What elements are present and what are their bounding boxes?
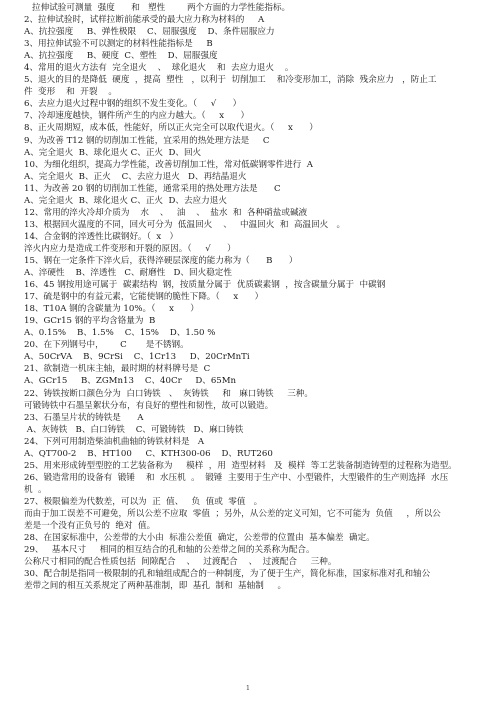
text-line: A、淬硬性 B、淬透性 C、耐磨性 D、回火稳定性 — [24, 268, 232, 279]
text-line: 差带之间的相互关系规定了两种基准制，即 基孔 制和 基轴制 。 — [24, 581, 287, 592]
text-line: 8、正火周期短，成本低，性能好，所以正火完全可以取代退火。（ x ） — [24, 123, 318, 134]
text-line: A、完全退火 B、正火 C、去应力退火 D、再结晶退火 — [24, 171, 247, 182]
text-line: 7、冷却速度越快，钢件所产生的内应力越大。（ x ） — [24, 111, 250, 122]
text-line: 13、根据回火温度的不同，回火可分为 低温回火 、 中温回火 和 高温回火 。 — [24, 219, 346, 230]
text-line: 18、T10A 钢的含碳量为 10%。（ x ） — [24, 304, 199, 315]
text-line: A、抗拉强度 B、硬度 C、塑性 D、屈服强度 — [24, 51, 218, 62]
text-line: A、0.15% B、1.5% C、15% D、1.50 % — [24, 328, 216, 339]
text-line: A、完全退火 B、球化退火 C、正火 D、去应力退火 — [24, 195, 227, 206]
text-line: 25、用来形成铸型型腔的工艺装备称为 模样 ，用 造型材料 及 模样 等工艺装备制造铸型的过程称为造型。 — [24, 460, 457, 471]
text-line: 12、常用的淬火冷却介质为 水 、 油 、 盐水 和 各种硝盐或碱液 — [24, 207, 308, 218]
text-line: 差是一个没有正负号的 绝对 值。 — [24, 521, 156, 532]
text-line: A、抗拉强度 B、弹性极限 C、屈服强度 D、条件屈服应力 — [24, 27, 275, 38]
text-line: A、QT700-2 B、HT100 C、KTH300-06 D、RUT260 — [24, 448, 273, 459]
text-line: 14、合金钢的淬透性比碳钢好。（ x ） — [24, 231, 179, 242]
text-line: 29、 基本尺寸 相同的相互结合的孔和轴的公差带之间的关系称为配合。 — [24, 545, 315, 556]
text-line: 21、欲制造一机床主轴，最时期的材料牌号是 C — [24, 364, 211, 375]
text-line: 11、为改善 20 钢的切削加工性能，通常采用的热处理方法是 C — [24, 183, 281, 194]
text-line: 可锻铸铁中石墨呈絮状分布，有良好的塑性和韧性，故可以锻造。 — [24, 400, 274, 411]
text-line: 5、退火的目的是降低 硬度 ，提高 塑性 ，以利于 切削加工 和冷变形加工，消除 残余应力 ，防止工 — [24, 75, 437, 86]
text-line: 9、为改善 T12 钢的切削加工性能，宜采用的热处理方法是 C — [24, 135, 270, 146]
text-line: A、50CrVA B、9CrSi C、1Cr13 D、20CrMnTi — [24, 352, 250, 363]
text-line: 26、锻造常用的设备有 锻锤 和 水压机 。 锻锤 主要用于生产中、小型锻件，大型锻件的生产则选择 水压 — [24, 472, 449, 483]
text-line: 公称尺寸相同的配合性质包括 间隙配合 、 过渡配合 、 过渡配合 三种。 — [24, 557, 337, 568]
text-line: 4、常用的退火方法有 完全退火 、 球化退火 和 去应力退火 。 — [24, 63, 294, 74]
text-line: A、GCr15 B、ZGMn13 C、40Cr D、65Mn — [24, 376, 237, 387]
text-line: A、完全退火 B、球化退火 C、正火 D、回火 — [24, 147, 202, 158]
text-line: 19、GCr15 钢的平均含铬量为 B — [24, 316, 156, 327]
text-line: 机 。 — [24, 484, 47, 495]
text-line: 20、在下列钢号中， C 是不锈钢。 — [24, 340, 189, 351]
page-number: 1 — [245, 684, 251, 692]
text-line: 23、石墨呈片状的铸铁是 A — [24, 412, 144, 423]
text-line: 16、45 钢按用途可属于 碳素结构 钢，按质量分属于 优质碳素钢 ，按含碳量分属于 中碳钢 — [24, 280, 386, 291]
text-line: A、灰铸铁 B、白口铸铁 C、可锻铸铁 D、麻口铸铁 — [24, 424, 244, 435]
text-line: 拉伸试验可测量 强度 和 塑性 两个方面的力学性能指标。 — [32, 3, 291, 13]
text-line: 件 变形 和 开裂 。 — [24, 87, 117, 98]
text-line: 28、在国家标准中，公差带的大小由 标准公差值 确定，公差带的位置由 基本偏差 确定。 — [24, 533, 375, 544]
text-line: 30、配合制是指同一极限制的孔和轴组成配合的一种制度，为了便于生产，简化标准，国家标准对孔和轴公 — [24, 569, 431, 580]
text-line: 6、去应力退火过程中钢的组织不发生变化。（ √ ） — [24, 99, 242, 110]
text-line: 17、硫是钢中的有益元素，它能使钢的脆性下降。（ x ） — [24, 292, 264, 303]
text-line: 22、铸铁按断口颜色分为 白口铸铁 、 灰铸铁 和 麻口铸铁 三种。 — [24, 388, 314, 399]
text-line: 而由于加工误差不可避免，所以公差不应取 零值 ；另外，从公差的定义可知，它不可能为 负值 ，所以公 — [24, 508, 441, 519]
text-line: 3、用拉伸试验不可以测定的材料性能指标是 B — [24, 39, 213, 50]
text-line: 10、为细化组织，提高力学性能，改善切削加工性，常对低碳钢零件进行 A — [24, 159, 314, 170]
text-line: 27、极限偏差为代数差，可以为 正 值、 负 值或 零值 。 — [24, 496, 263, 507]
text-line: 2、拉伸试验时，试样拉断前能承受的最大应力称为材料的 A — [24, 15, 265, 26]
text-line: 24、下列可用制造柴油机曲轴的铸铁材料是 A — [24, 436, 205, 447]
text-line: 淬火内应力是造成工件变形和开裂的原因。（ √ ） — [24, 243, 236, 254]
text-line: 15、钢在一定条件下淬火后，获得淬硬层深度的能力称为（ B ） — [24, 255, 298, 266]
